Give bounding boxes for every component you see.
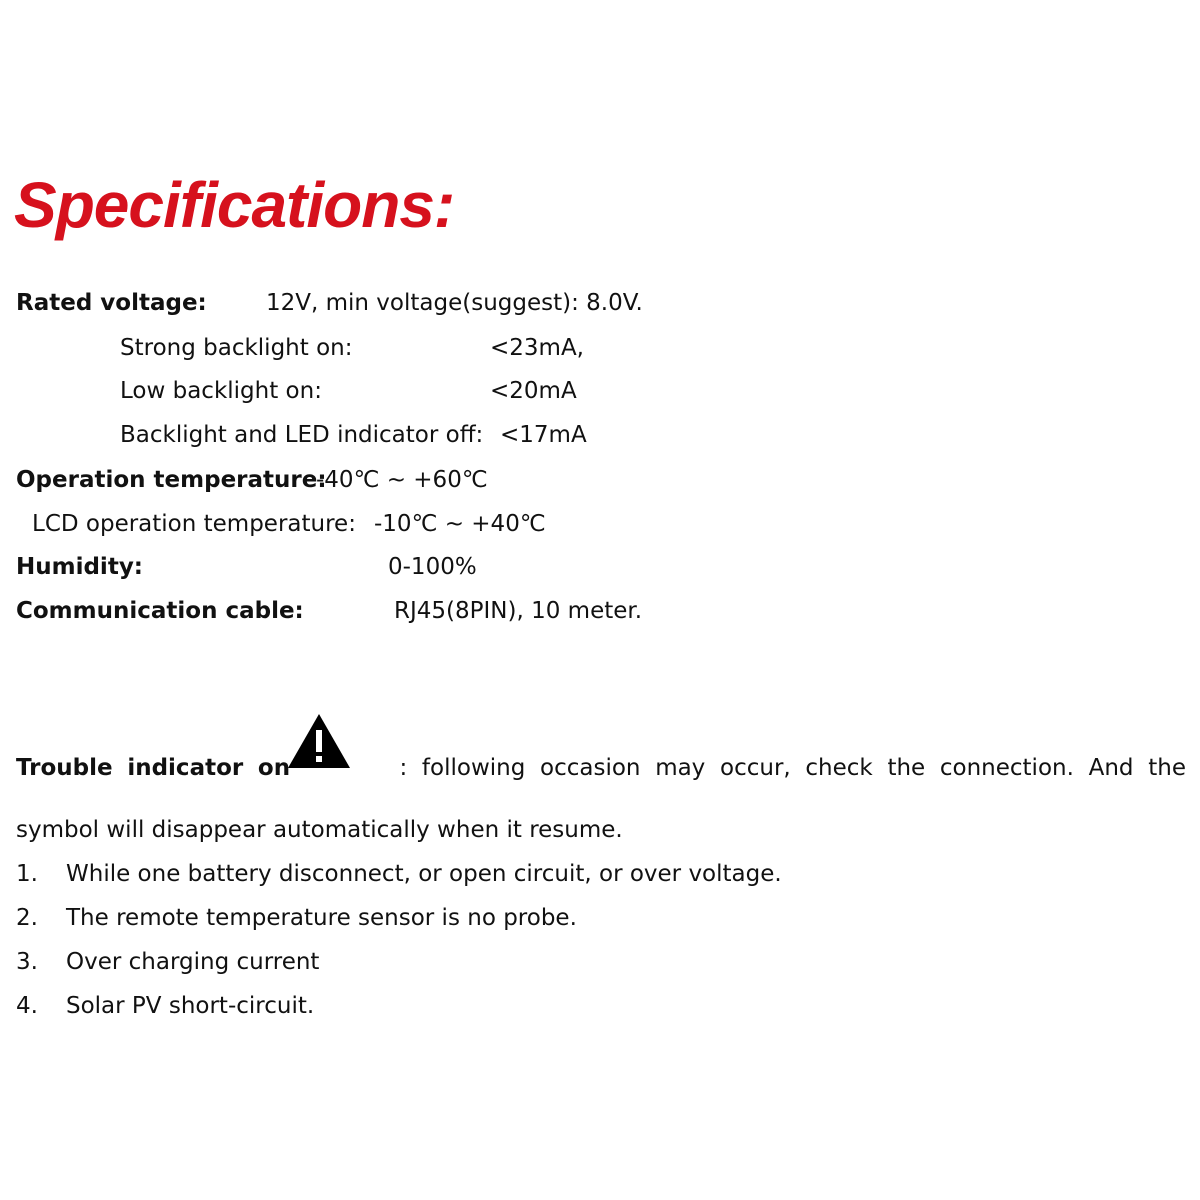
- on-word: on: [257, 755, 291, 781]
- list-item-number: 3.: [16, 949, 38, 975]
- communication-cable-value: RJ45(8PIN), 10 meter.: [394, 598, 643, 624]
- indicator-word: indicator: [127, 755, 244, 781]
- lcd-temperature-label: LCD operation temperature:: [32, 511, 356, 537]
- rated-voltage-label: Rated voltage:: [16, 290, 207, 316]
- rated-voltage-value: 12V, min voltage(suggest): 8.0V.: [266, 290, 643, 316]
- humidity-label: Humidity:: [16, 554, 144, 580]
- operation-temperature-label: Operation temperature:: [16, 467, 327, 493]
- low-backlight-label: Low backlight on:: [120, 378, 322, 404]
- following-word: following: [421, 755, 526, 781]
- backlight-off-value: <17mA: [500, 422, 587, 448]
- and-word: And: [1088, 755, 1134, 781]
- list-item-text: Solar PV short-circuit.: [66, 993, 315, 1019]
- check-word: check: [805, 755, 873, 781]
- low-backlight-value: <20mA: [490, 378, 577, 404]
- list-item-number: 2.: [16, 905, 38, 931]
- list-item-text: Over charging current: [66, 949, 320, 975]
- lcd-temperature-value: -10℃ ~ +40℃: [374, 511, 546, 537]
- trouble-line-2: symbol will disappear automatically when it resume.: [16, 817, 623, 843]
- list-item-text: While one battery disconnect, or open circuit, or over voltage.: [66, 861, 782, 887]
- backlight-off-label: Backlight and LED indicator off:: [120, 422, 484, 448]
- strong-backlight-label: Strong backlight on:: [120, 335, 353, 361]
- occur-word: occur,: [720, 755, 791, 781]
- list-item-number: 4.: [16, 993, 38, 1019]
- strong-backlight-value: <23mA,: [490, 335, 584, 361]
- connection-word: connection.: [939, 755, 1074, 781]
- trouble-indicator-line: [16, 753, 1186, 783]
- operation-temperature-value: -40℃ ~ +60℃: [316, 467, 488, 493]
- colon-word: :: [399, 755, 408, 781]
- list-item-number: 1.: [16, 861, 38, 887]
- the-word-end: the: [1148, 755, 1186, 781]
- list-item-text: The remote temperature sensor is no probe.: [66, 905, 577, 931]
- occasion-word: occasion: [540, 755, 641, 781]
- may-word: may: [655, 755, 706, 781]
- specifications-title: Specifications:: [14, 169, 455, 241]
- the-word: the: [887, 755, 926, 781]
- trouble-word: Trouble: [16, 755, 113, 781]
- communication-cable-label: Communication cable:: [16, 598, 304, 624]
- humidity-value: 0-100%: [388, 554, 477, 580]
